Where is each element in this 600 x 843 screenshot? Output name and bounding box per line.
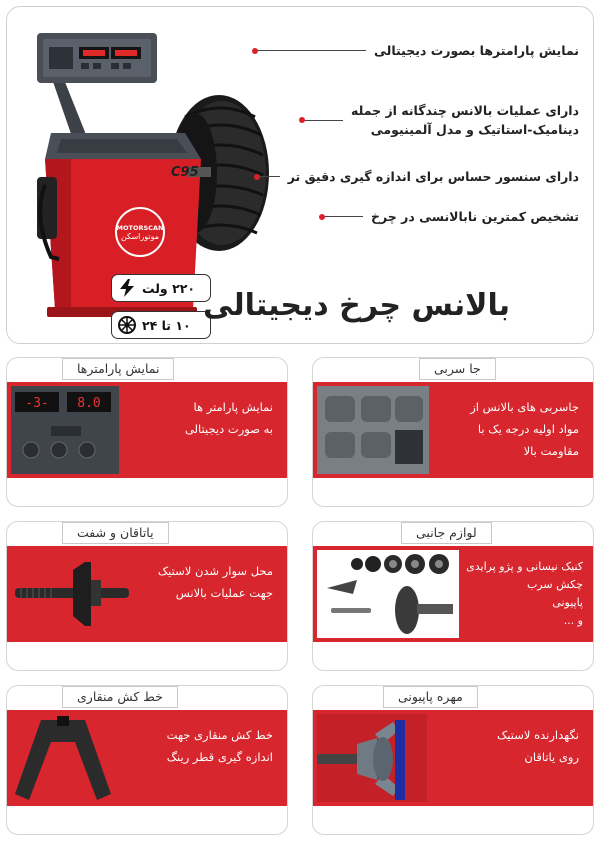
model-label: C95 — [171, 165, 199, 180]
brand-logo-text: MOTORSCAN — [116, 223, 164, 232]
panel-description: نگهدارنده لاستیک روی یاتاقان — [497, 728, 579, 764]
display-right-value: 8.0 — [77, 396, 101, 411]
lightning-icon — [118, 279, 136, 297]
panel-title: یاتاقان و شفت — [62, 522, 169, 544]
panel-weight-tray — [312, 357, 594, 507]
hero-section — [6, 6, 594, 344]
feature-multi-balance: دارای عملیات بالانس چندگانه از جمله دینامیک-استاتیک و مدل آلمینیومی — [351, 101, 579, 139]
panel-description: خط کش منقاری جهت اندازه گیری قطر رینگ — [166, 728, 273, 764]
panel-wing-nut — [312, 685, 594, 835]
panel-parameter-display — [6, 357, 288, 507]
panel-accessories — [312, 521, 594, 671]
brand-logo-text-fa: موتوراسکن — [120, 231, 160, 241]
display-closeup-image — [11, 386, 119, 474]
panel-caliper — [6, 685, 288, 835]
shaft-image — [11, 550, 135, 638]
hero-title: بالانس چرخ دیجیتالی — [203, 288, 510, 323]
panel-title: جا سربی — [419, 358, 496, 380]
brand-logo — [115, 207, 165, 257]
panel-shaft — [6, 521, 288, 671]
weight-tray-image — [317, 386, 429, 474]
panel-title: نمایش پارامترها — [62, 358, 174, 380]
panel-title: خط کش منقاری — [62, 686, 178, 708]
wing-nut-image — [317, 714, 427, 802]
panel-description: نمایش پارامتر ها به صورت دیجیتالی — [184, 400, 273, 436]
accessories-image — [317, 550, 459, 638]
panel-description: کنیک نیسانی و پژو پرایدی چکش سرب پاپیونی و ... — [466, 560, 583, 627]
feature-digital-display: نمایش پارامترها بصورت دیجیتالی — [374, 41, 579, 60]
display-left-value: -3- — [25, 396, 49, 411]
panel-description: جاسربی های بالانس از مواد اولیه درجه یک با مقاومت بالا — [470, 400, 579, 458]
caliper-image — [11, 714, 115, 802]
spec-rim-size: ۱۰ تا ۲۴ — [111, 311, 211, 339]
feature-imbalance-detection: تشخیص کمترین نابالانسی در چرخ — [371, 207, 579, 226]
wheel-icon — [118, 316, 136, 334]
spec-voltage: ۲۲۰ ولت — [111, 274, 211, 302]
panel-title: لوازم جانبی — [401, 522, 492, 544]
feature-sensor: دارای سنسور حساس برای اندازه گیری دقیق تر — [288, 167, 579, 186]
panel-title: مهره پاپیونی — [383, 686, 478, 708]
panel-description: محل سوار شدن لاستیک جهت عملیات بالانس — [157, 564, 273, 600]
